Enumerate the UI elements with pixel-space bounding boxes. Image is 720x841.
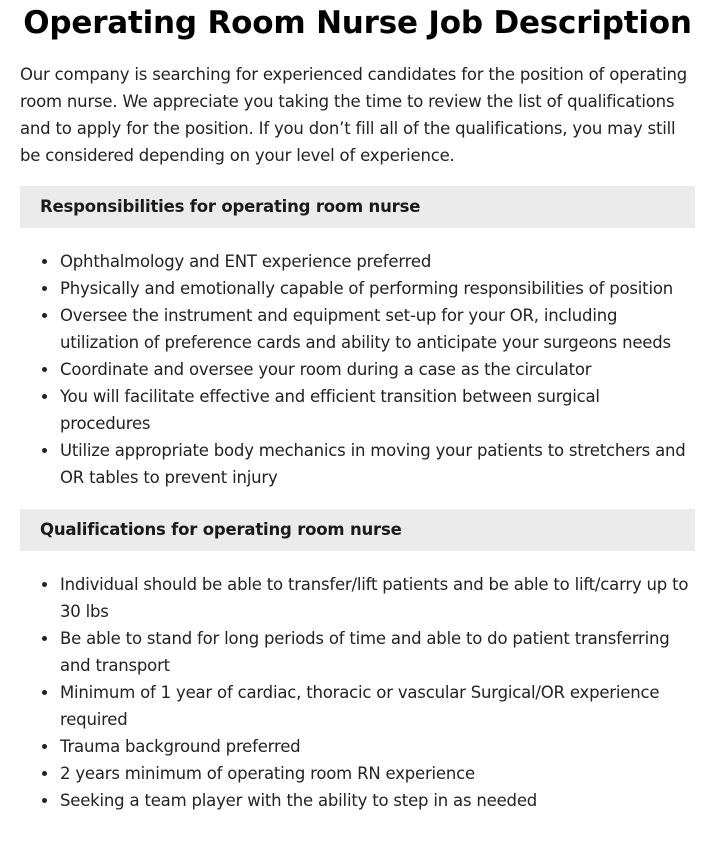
bullet-icon bbox=[42, 636, 47, 641]
responsibility-text: Physically and emotionally capable of performing responsibilities of position bbox=[60, 279, 673, 298]
responsibility-text: Oversee the instrument and equipment set-up for your OR, including utilization of preference cards and ability to anticipate your surgeons needs bbox=[60, 306, 671, 352]
responsibility-text: You will facilitate effective and efficient transition between surgical procedures bbox=[60, 387, 600, 433]
qualification-item bbox=[60, 679, 695, 733]
qualification-item bbox=[60, 571, 695, 625]
responsibility-text: Utilize appropriate body mechanics in moving your patients to stretchers and OR tables to prevent injury bbox=[60, 441, 686, 487]
qualification-text: 2 years minimum of operating room RN experience bbox=[60, 764, 475, 783]
qualification-text: Individual should be able to transfer/lift patients and be able to lift/carry up to 30 lbs bbox=[60, 575, 689, 621]
responsibility-text: Ophthalmology and ENT experience preferred bbox=[60, 252, 432, 271]
responsibility-text: Coordinate and oversee your room during a case as the circulator bbox=[60, 360, 592, 379]
bullet-icon bbox=[42, 313, 47, 318]
qualifications-heading: Qualifications for operating room nurse bbox=[20, 509, 695, 551]
bullet-icon bbox=[42, 690, 47, 695]
qualification-item bbox=[60, 733, 695, 760]
qualification-item bbox=[60, 787, 695, 814]
intro-paragraph: Our company is searching for experienced candidates for the position of operating room nurse. We appreciate you taking the time to review the list of qualifications and to apply for the position. If you don’t fill all of the qualifications, you may still be considered depending on your level of experience. bbox=[20, 65, 688, 165]
qualification-text: Trauma background preferred bbox=[60, 737, 301, 756]
qualification-text: Minimum of 1 year of cardiac, thoracic or vascular Surgical/OR experience required bbox=[60, 683, 660, 729]
responsibility-item bbox=[60, 383, 695, 437]
qualification-item bbox=[60, 760, 695, 787]
bullet-icon bbox=[42, 582, 47, 587]
qualification-text: Seeking a team player with the ability to step in as needed bbox=[60, 791, 538, 810]
qualifications-list bbox=[20, 571, 695, 814]
responsibility-item bbox=[60, 437, 695, 491]
qualification-item bbox=[60, 625, 695, 679]
page-title: Operating Room Nurse Job Description bbox=[23, 5, 692, 41]
bullet-icon bbox=[42, 394, 47, 399]
bullet-icon bbox=[42, 771, 47, 776]
qualification-text: Be able to stand for long periods of time and able to do patient transferring and transport bbox=[60, 629, 670, 675]
responsibilities-heading: Responsibilities for operating room nurse bbox=[20, 186, 695, 228]
responsibilities-list bbox=[20, 248, 695, 491]
bullet-icon bbox=[42, 448, 47, 453]
bullet-icon bbox=[42, 367, 47, 372]
responsibility-item bbox=[60, 356, 695, 383]
bullet-icon bbox=[42, 286, 47, 291]
bullet-icon bbox=[42, 744, 47, 749]
responsibility-item bbox=[60, 302, 695, 356]
responsibility-item bbox=[60, 248, 695, 275]
responsibility-item bbox=[60, 275, 695, 302]
bullet-icon bbox=[42, 798, 47, 803]
bullet-icon bbox=[42, 259, 47, 264]
